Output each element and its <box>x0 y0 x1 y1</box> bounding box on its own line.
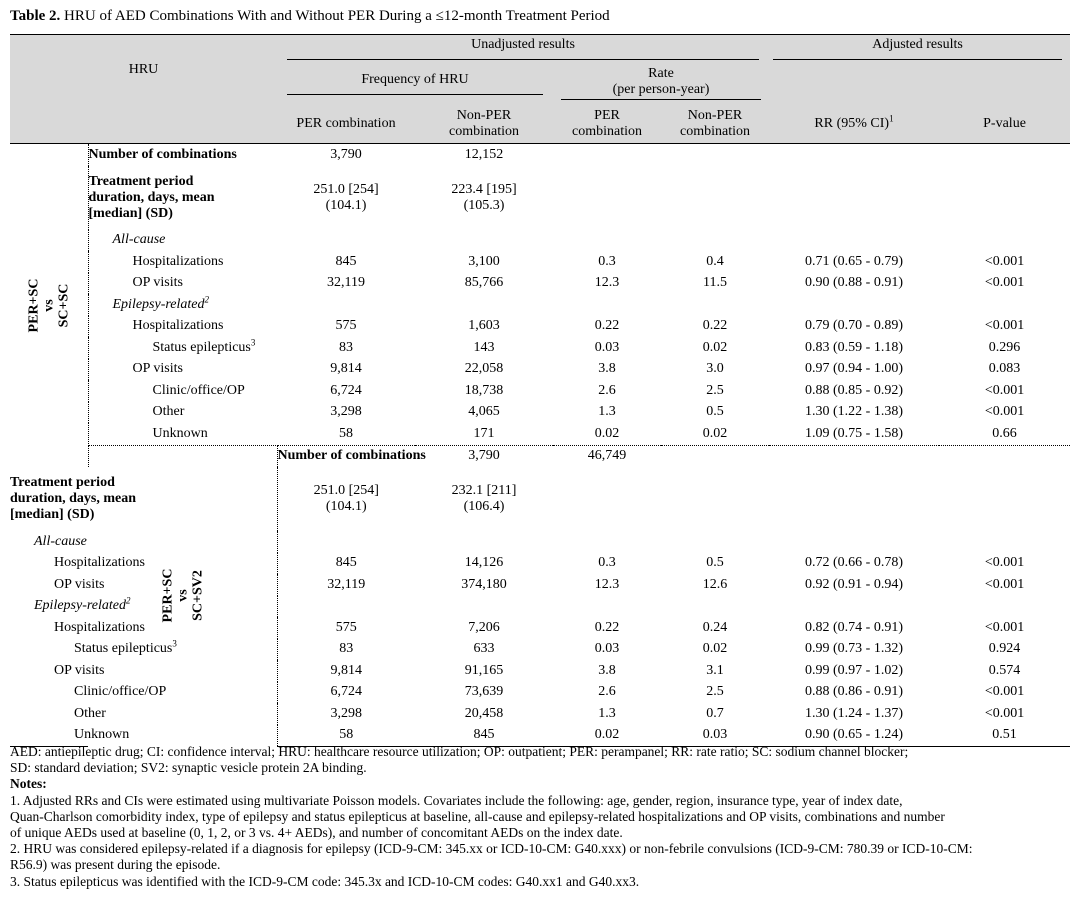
table-row <box>10 166 1070 230</box>
rate-per-value: 0.22 <box>594 619 620 635</box>
freq-per-value: 575 <box>335 619 357 635</box>
rate-nonper-value <box>661 144 769 166</box>
caption-label: Table 2. <box>10 8 61 24</box>
empty-cell <box>939 230 1070 252</box>
empty-cell <box>553 596 661 618</box>
header-pvalue: P-value <box>939 104 1070 144</box>
rate-per-value: 12.3 <box>594 275 620 291</box>
rr-value: 1.30 (1.22 - 1.38) <box>805 404 904 420</box>
table-row <box>10 380 1070 402</box>
comparison-group-label: PER+SC vs SC+SC <box>10 144 88 468</box>
table-row <box>10 294 1070 316</box>
rate-per-value: 3.8 <box>598 361 616 377</box>
p-value: 0.574 <box>988 662 1021 678</box>
freq-nonper-value: 4,065 <box>468 404 500 420</box>
empty-cell <box>661 230 769 252</box>
empty-cell <box>553 166 661 230</box>
empty-cell <box>277 294 415 316</box>
notes-heading: Notes: <box>10 776 47 792</box>
freq-nonper-value: 20,458 <box>464 705 504 721</box>
rate-nonper-value <box>769 445 939 467</box>
empty-cell <box>277 596 415 618</box>
empty-cell <box>415 230 553 252</box>
table-row <box>10 359 1070 381</box>
empty-cell <box>661 294 769 316</box>
table-header <box>10 35 1070 144</box>
rate-nonper-value: 0.7 <box>706 705 724 721</box>
row-label: Treatment period duration, days, mean [median] (SD) <box>88 173 215 221</box>
rate-per-value: 0.02 <box>553 423 661 445</box>
empty-cell <box>553 294 661 316</box>
rate-nonper-value: 0.02 <box>661 423 769 445</box>
empty-cell <box>661 531 769 553</box>
p-value: <0.001 <box>984 404 1025 420</box>
rate-per-value: 0.02 <box>553 725 661 747</box>
rate-per-value: 0.22 <box>594 318 620 334</box>
freq-nonper-value: 845 <box>415 725 553 747</box>
header-adjusted: Adjusted results <box>769 35 1070 63</box>
p-value: 0.66 <box>939 423 1070 445</box>
rr-value: 0.90 (0.88 - 0.91) <box>805 275 904 291</box>
freq-per-value: 845 <box>335 555 357 571</box>
freq-nonper-value: 85,766 <box>464 275 504 291</box>
freq-per-value: 6,724 <box>330 382 362 398</box>
p-value: 0.083 <box>988 361 1021 377</box>
empty-cell <box>769 166 939 230</box>
freq-per-value: 83 <box>339 339 353 355</box>
rr-value: 0.99 (0.97 - 1.02) <box>805 662 904 678</box>
rate-nonper-value: 0.5 <box>706 555 724 571</box>
rate-nonper-value: 0.4 <box>706 253 724 269</box>
rate-per-value: 0.3 <box>598 555 616 571</box>
freq-per-value: 251.0 [254] (104.1) <box>313 483 379 514</box>
table-notes <box>10 744 1072 890</box>
rr-value: 0.88 (0.86 - 0.91) <box>805 684 904 700</box>
header-frequency: Frequency of HRU <box>277 62 553 104</box>
freq-nonper-value: 91,165 <box>464 662 504 678</box>
freq-nonper-value: 22,058 <box>464 361 504 377</box>
freq-nonper-value: 14,126 <box>464 555 504 571</box>
row-label: Unknown <box>88 423 277 445</box>
rate-nonper-value: 0.02 <box>702 339 728 355</box>
empty-cell <box>661 467 769 531</box>
header-nonper-combination: Non-PER combination <box>415 104 553 144</box>
rate-nonper-value: 2.5 <box>706 382 724 398</box>
p-value: <0.001 <box>984 253 1025 269</box>
row-label: Other <box>74 705 106 721</box>
rate-per-value: 2.6 <box>598 382 616 398</box>
rate-per-value: 2.6 <box>598 684 616 700</box>
p-value: 0.924 <box>988 641 1021 657</box>
freq-nonper-value: 46,749 <box>587 448 627 464</box>
p-value: <0.001 <box>984 705 1025 721</box>
header-unadjusted: Unadjusted results <box>277 35 769 63</box>
freq-per-value: 3,790 <box>330 146 362 162</box>
row-label: OP visits <box>54 576 105 592</box>
freq-per-value: 58 <box>277 725 415 747</box>
row-label: Treatment period duration, days, mean [median] (SD) <box>10 475 137 522</box>
empty-cell <box>553 531 661 553</box>
freq-nonper-value: 12,152 <box>464 146 504 162</box>
row-label: Clinic/office/OP <box>152 382 245 398</box>
freq-nonper-value: 18,738 <box>464 382 504 398</box>
rate-per-value: 1.3 <box>598 705 616 721</box>
freq-per-value: 58 <box>277 423 415 445</box>
freq-per-value: 575 <box>335 318 357 334</box>
rr-value: 0.97 (0.94 - 1.00) <box>805 361 904 377</box>
empty-cell <box>769 596 939 618</box>
note-1: 1. Adjusted RRs and CIs were estimated using multivariate Poisson models. Covariates include the following: age, gender, region, insurance type, year of index date, <box>10 792 903 808</box>
rate-nonper-value: 0.24 <box>702 619 728 635</box>
freq-per-value: 32,119 <box>327 576 366 592</box>
rr-value: 0.90 (0.65 - 1.24) <box>769 725 939 747</box>
rate-nonper-value: 0.5 <box>706 404 724 420</box>
rr-value: 0.99 (0.73 - 1.32) <box>805 641 904 657</box>
freq-nonper-value: 7,206 <box>468 619 500 635</box>
empty-cell <box>939 467 1070 531</box>
empty-cell <box>939 294 1070 316</box>
comparison-group-label: PER+SC vs SC+SV2 <box>88 445 277 747</box>
rr-value: 0.83 (0.59 - 1.18) <box>805 339 904 355</box>
freq-nonper-value: 374,180 <box>461 576 507 592</box>
freq-nonper-value: 633 <box>473 641 495 657</box>
rate-per-value: 0.03 <box>594 641 620 657</box>
p-value: 0.296 <box>988 339 1021 355</box>
p-value: 0.51 <box>939 725 1070 747</box>
p-value: <0.001 <box>984 275 1025 291</box>
freq-per-value: 251.0 [254] (104.1) <box>313 181 379 213</box>
table-row <box>10 402 1070 424</box>
row-section-label: All-cause <box>34 533 87 549</box>
freq-per-value: 9,814 <box>330 662 362 678</box>
p-value: <0.001 <box>984 555 1025 571</box>
table-row <box>10 144 1070 166</box>
freq-nonper-value: 223.4 [195] (105.3) <box>451 181 517 213</box>
rr-value: 1.30 (1.24 - 1.37) <box>805 705 904 721</box>
note-1: Quan-Charlson comorbidity index, type of epilepsy and status epilepticus at baseline, all-cause and epilepsy-related hospitalizations and OP visits, combinations and number <box>10 808 945 824</box>
caption-text: HRU of AED Combinations With and Without PER During a ≤12-month Treatment Period <box>60 8 610 24</box>
rate-per-value: 12.3 <box>594 576 620 592</box>
row-label: Hospitalizations <box>54 555 145 571</box>
rate-nonper-value: 12.6 <box>702 576 728 592</box>
empty-cell <box>415 531 553 553</box>
rate-per-value <box>553 144 661 166</box>
rr-value <box>939 445 1070 467</box>
row-label: Unknown <box>10 725 88 747</box>
row-label: Clinic/office/OP <box>74 684 167 700</box>
hru-table <box>10 34 1070 747</box>
rr-value: 0.71 (0.65 - 0.79) <box>805 253 904 269</box>
rate-nonper-value: 11.5 <box>703 275 727 291</box>
p-value <box>939 144 1070 166</box>
row-label: Hospitalizations <box>132 318 224 334</box>
empty-cell <box>939 531 1070 553</box>
rate-nonper-value: 0.22 <box>702 318 728 334</box>
row-label: OP visits <box>132 361 183 377</box>
freq-per-value: 3,790 <box>468 448 500 464</box>
empty-cell <box>769 230 939 252</box>
rate-nonper-value: 3.1 <box>706 662 724 678</box>
freq-per-value: 9,814 <box>330 361 362 377</box>
rr-value: 0.88 (0.85 - 0.92) <box>805 382 904 398</box>
row-label: Status epilepticus$^3$ <box>74 638 177 657</box>
rate-nonper-value: 0.03 <box>661 725 769 747</box>
empty-cell <box>939 166 1070 230</box>
p-value: <0.001 <box>984 684 1025 700</box>
empty-cell <box>277 230 415 252</box>
rr-value: 1.09 (0.75 - 1.58) <box>769 423 939 445</box>
empty-cell <box>415 294 553 316</box>
row-section-label: Epilepsy-related$^2$ <box>112 294 210 312</box>
row-label: Other <box>152 404 185 420</box>
rr-value: 0.79 (0.70 - 0.89) <box>805 318 904 334</box>
table-row <box>10 445 1070 467</box>
row-label: Hospitalizations <box>54 619 145 635</box>
rate-per-value: 1.3 <box>598 404 616 420</box>
freq-nonper-value: 171 <box>415 423 553 445</box>
freq-per-value: 32,119 <box>327 275 365 291</box>
table-row <box>10 423 1070 445</box>
empty-cell <box>277 531 415 553</box>
empty-cell <box>769 294 939 316</box>
freq-per-value: 845 <box>335 253 357 269</box>
header-rate-per: PER combination <box>553 104 661 144</box>
empty-cell <box>939 596 1070 618</box>
freq-per-value: 3,298 <box>330 404 362 420</box>
freq-nonper-value: 143 <box>473 339 495 355</box>
table-row <box>10 230 1070 252</box>
row-section-label: Epilepsy-related$^2$ <box>34 595 131 614</box>
rate-nonper-value: 2.5 <box>706 684 724 700</box>
empty-cell <box>661 166 769 230</box>
abbreviations-line: SD: standard deviation; SV2: synaptic vesicle protein 2A binding. <box>10 760 367 776</box>
table-row <box>10 316 1070 338</box>
empty-cell <box>553 467 661 531</box>
table-row <box>10 251 1070 273</box>
note-2: 2. HRU was considered epilepsy-related if a diagnosis for epilepsy (ICD-9-CM: 345.xx or ICD-10-CM: G40.xxx) or non-febrile convulsions (ICD-9-CM: 780.39 or ICD-10-CM: <box>10 841 973 857</box>
empty-cell <box>661 596 769 618</box>
table-caption <box>10 7 610 25</box>
freq-per-value: 83 <box>339 641 354 657</box>
header-rate-nonper: Non-PER combination <box>661 104 769 144</box>
freq-nonper-value: 73,639 <box>464 684 504 700</box>
rate-per-value: 0.3 <box>598 253 616 269</box>
row-label: Status epilepticus$^3$ <box>152 337 256 355</box>
rate-per-value <box>661 445 769 467</box>
rate-nonper-value: 0.02 <box>702 641 728 657</box>
freq-nonper-value: 1,603 <box>468 318 500 334</box>
p-value: <0.001 <box>984 619 1025 635</box>
header-rr: RR (95% CI)$^1$ <box>769 104 939 144</box>
header-rate: Rate (per person-year) <box>553 62 769 104</box>
note-3: 3. Status epilepticus was identified with the ICD-9-CM code: 345.3x and ICD-10-CM codes: G40.xx1 and G40.xx3. <box>10 873 640 889</box>
row-label: Number of combinations <box>277 448 426 464</box>
row-section-label: All-cause <box>112 232 166 248</box>
note-2: R56.9) was present during the episode. <box>10 857 221 873</box>
row-label: OP visits <box>132 275 183 291</box>
rate-per-value: 0.03 <box>594 339 620 355</box>
header-per-combination: PER combination <box>277 104 415 144</box>
empty-cell <box>769 531 939 553</box>
table-row <box>10 337 1070 359</box>
rr-value: 0.82 (0.74 - 0.91) <box>805 619 904 635</box>
p-value: <0.001 <box>984 318 1025 334</box>
freq-nonper-value: 232.1 [211] (106.4) <box>451 483 517 514</box>
rate-per-value: 3.8 <box>598 662 616 678</box>
row-label: OP visits <box>54 662 105 678</box>
empty-cell <box>553 230 661 252</box>
row-label: Hospitalizations <box>132 253 224 269</box>
row-label: Number of combinations <box>88 146 237 162</box>
p-value: <0.001 <box>984 382 1025 398</box>
table-body <box>10 144 1070 747</box>
table-row <box>10 273 1070 295</box>
header-hru: HRU <box>10 35 277 105</box>
freq-per-value: 6,724 <box>330 684 362 700</box>
note-1: of unique AEDs used at baseline (0, 1, 2, or 3 vs. 4+ AEDs), and number of concomitant AEDs on the index date. <box>10 825 623 841</box>
p-value: <0.001 <box>984 576 1025 592</box>
rr-value <box>769 144 939 166</box>
rate-nonper-value: 3.0 <box>706 361 724 377</box>
rr-value: 0.92 (0.91 - 0.94) <box>805 576 904 592</box>
rr-value: 0.72 (0.66 - 0.78) <box>805 555 904 571</box>
freq-nonper-value: 3,100 <box>468 253 500 269</box>
abbreviations-line: AED: antiepileptic drug; CI: confidence interval; HRU: healthcare resource utilization; OP: outpatient; PER: perampanel; RR: rate ratio; SC: sodium channel blocker; <box>10 744 909 759</box>
freq-per-value: 3,298 <box>330 705 362 721</box>
empty-cell <box>769 467 939 531</box>
empty-cell <box>415 596 553 618</box>
